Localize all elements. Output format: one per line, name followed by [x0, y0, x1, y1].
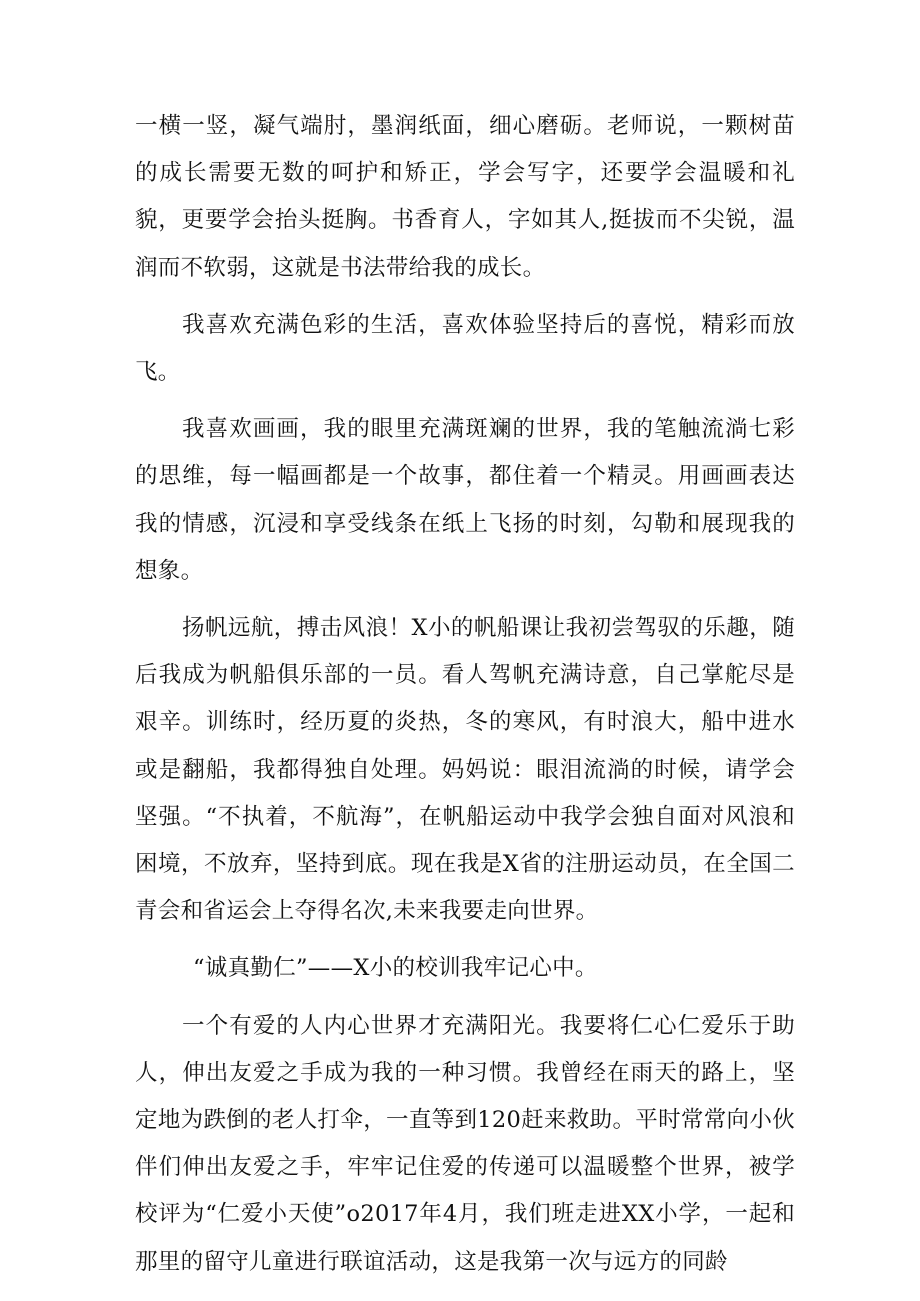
paragraph-kindness: 一个有爱的人内心世界才充满阳光。我要将仁心仁爱乐于助人，伸出友爱之手成为我的一种习惯。我曾经在雨天的路上，坚定地为跌倒的老人打伞，一直等到120赶来救助。平时常常向小伙伴们伸出友爱之手，牢牢记住爱的传递可以温暖整个世界，被学校评为“仁爱小天使”o2017年4月，我们班走进XX小学，一起和那里的留守儿童进行联谊活动，这是我第一次与远方的同龄 [135, 1012, 795, 1275]
paragraph-school-motto: “诚真勤仁”——X小的校训我牢记心中。 [193, 955, 598, 982]
paragraph-calligraphy: 一横一竖，凝气端肘，墨润纸面，细心磨砺。老师说，一颗树苗的成长需要无数的呵护和矫正，学会写字，还要学会温暖和礼貌，更要学会抬头挺胸。书香育人，字如其人,挺拔而不尖锐，温润而不软弱，这就是书法带给我的成长。 [135, 113, 795, 281]
document-body [135, 103, 795, 1286]
paragraph-painting: 我喜欢画画，我的眼里充满斑斓的世界，我的笔触流淌七彩的思维，每一幅画都是一个故事，都住着一个精灵。用画画表达我的情感，沉浸和享受线条在纸上飞扬的时刻，勾勒和展现我的想象。 [135, 416, 795, 584]
paragraph-sailing: 扬帆远航，搏击风浪！X小的帆船课让我初尝驾驭的乐趣，随后我成为帆船俱乐部的一员。看人驾帆充满诗意，自己掌舵尽是艰辛。训练时，经历夏的炎热，冬的寒风，有时浪大，船中进水或是翻船，我都得独自处理。妈妈说：眼泪流淌的时候，请学会坚强。“不执着，不航海”，在帆船运动中我学会独自面对风浪和困境，不放弃，坚持到底。现在我是X省的注册运动员，在全国二青会和省运会上夺得名次,未来我要走向世界。 [135, 615, 795, 925]
paragraph-colorful-life: 我喜欢充满色彩的生活，喜欢体验坚持后的喜悦，精彩而放飞。 [135, 311, 795, 386]
